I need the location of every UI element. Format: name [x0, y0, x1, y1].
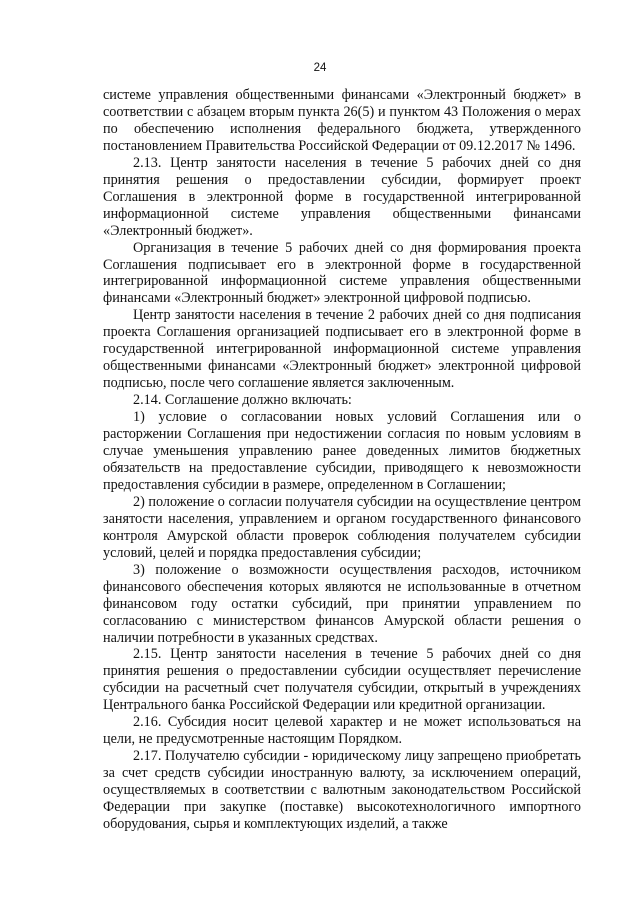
- paragraph-2-17: 2.17. Получателю субсидии - юридическому лицу запрещено приобретать за счет средств субсидии иностранную валюту, за исключением операций, осуществляемых в соответствии с валютным законодательством Российской Федерации при закупке (поставке) высокотехнологичного импортного оборудования, сырья и комплектующих изделий, а также: [103, 748, 581, 832]
- paragraph-2-16: 2.16. Субсидия носит целевой характер и не может использоваться на цели, не предусмотренные настоящим Порядком.: [103, 714, 581, 748]
- paragraph-center-signing: Центр занятости населения в течение 2 рабочих дней со дня подписания проекта Соглашения организацией подписывает его в электронной форме в государственной интегрированной информационной системе управления общественными финансами «Электронный бюджет» электронной цифровой подписью, после чего соглашение является заключенным.: [103, 307, 581, 392]
- list-item-3: 3) положение о возможности осуществления расходов, источником финансового обеспечения которых являются не использованные в отчетном финансовом году остатки субсидий, при принятии управлением по согласованию с министерством финансов Амурской области решения о наличии потребности в указанных средствах.: [103, 561, 581, 646]
- list-item-2: 2) положение о согласии получателя субсидии на осуществление центром занятости населения, управлением и органом государственного финансового контроля Амурской области проверок соблюдения получателем субсидии условий, целей и порядка предоставления субсидии;: [103, 493, 581, 561]
- paragraph-2-13: 2.13. Центр занятости населения в течение 5 рабочих дней со дня принятия решения о предоставлении субсидии, формирует проект Соглашения в электронной форме в государственной интегрированной информационной системе управления общественными финансами «Электронный бюджет».: [103, 154, 581, 239]
- paragraph-continuation: системе управления общественными финансами «Электронный бюджет» в соответствии с абзацем вторым пункта 26(5) и пунктом 43 Положения о мерах по обеспечению исполнения федерального бюджета, утвержденного постановлением Правительства Российской Федерации от 09.12.2017 № 1496.: [103, 87, 581, 154]
- paragraph-organization-signing: Организация в течение 5 рабочих дней со дня формирования проекта Соглашения подписывает его в электронной форме в государственной интегрированной информационной системе управления общественными финансами «Электронный бюджет» электронной цифровой подписью.: [103, 239, 581, 307]
- list-item-1: 1) условие о согласовании новых условий Соглашения или о расторжении Соглашения при недостижении согласия по новым условиям в случае уменьшения управлению ранее доведенных лимитов бюджетных обязательств на предоставление субсидии, приводящего к невозможности предоставления субсидии в размере, определенном в Соглашении;: [103, 409, 581, 493]
- paragraph-2-15: 2.15. Центр занятости населения в течение 5 рабочих дней со дня принятия решения о предоставлении субсидии осуществляет перечисление субсидии на расчетный счет получателя субсидии, открытый в учреждениях Центрального банка Российской Федерации или кредитной организации.: [103, 646, 581, 714]
- paragraph-2-14: 2.14. Соглашение должно включать:: [133, 392, 352, 409]
- document-body: [103, 87, 581, 833]
- page-number: 24: [313, 62, 327, 74]
